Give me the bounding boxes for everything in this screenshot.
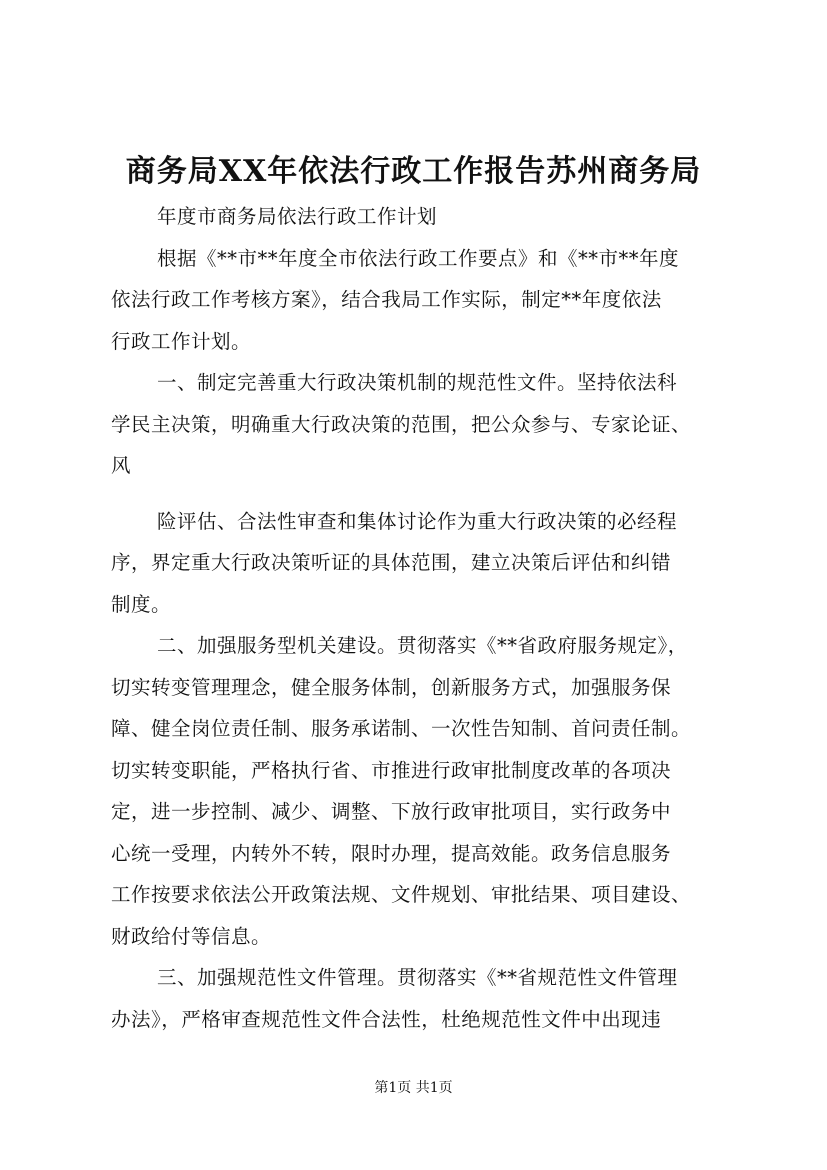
text-line: 心统一受理，内转外不转，限时办理，提高效能。政务信息服务: [111, 841, 672, 865]
text-line: 依法行政工作考核方案》，结合我局工作实际，制定**年度依法: [111, 288, 662, 311]
text-line: 年度市商务局依法行政工作计划: [157, 205, 438, 228]
text-line: 三、加强规范性文件管理。贯彻落实《**省规范性文件管理: [157, 966, 678, 989]
text-line: 切实转变职能，严格执行省、市推进行政审批制度改革的各项决: [111, 758, 672, 782]
text-line: 办法》，严格审查规范性文件合法性，杜绝规范性文件中出现违: [111, 1007, 662, 1031]
text-line: 制度。: [111, 592, 172, 616]
text-line: 工作按要求依法公开政策法规、文件规划、审批结果、项目建设、: [111, 883, 692, 906]
document-title: 商务局XX年依法行政工作报告苏州商务局: [125, 154, 702, 189]
text-line: 二、加强服务型机关建设。贯彻落实《**省政府服务规定》，: [157, 634, 688, 657]
text-line: 障、健全岗位责任制、服务承诺制、一次性告知制、首问责任制。: [111, 717, 692, 740]
text-line: 序，界定重大行政决策听证的具体范围，建立决策后评估和纠错: [111, 551, 672, 574]
text-line: 一、制定完善重大行政决策机制的规范性文件。坚持依法科: [157, 371, 678, 394]
text-line: 切实转变管理理念，健全服务体制，创新服务方式，加强服务保: [111, 675, 672, 699]
text-line: 根据《**市**年度全市依法行政工作要点》和《**市**年度: [157, 246, 680, 270]
text-line: 学民主决策，明确重大行政决策的范围，把公众参与、专家论证、: [111, 412, 692, 436]
page-footer: 第1页 共1页: [374, 1080, 453, 1096]
document-body: [111, 196, 723, 1040]
text-line: 财政给付等信息。: [111, 924, 272, 948]
paragraph-gap: [111, 487, 723, 501]
text-line: 行政工作计划。: [111, 329, 252, 353]
text-line: 风: [111, 454, 132, 477]
text-line: 险评估、合法性审查和集体讨论作为重大行政决策的必经程: [157, 509, 678, 533]
text-line: 定，进一步控制、减少、调整、下放行政审批项目，实行政务中: [111, 800, 672, 823]
